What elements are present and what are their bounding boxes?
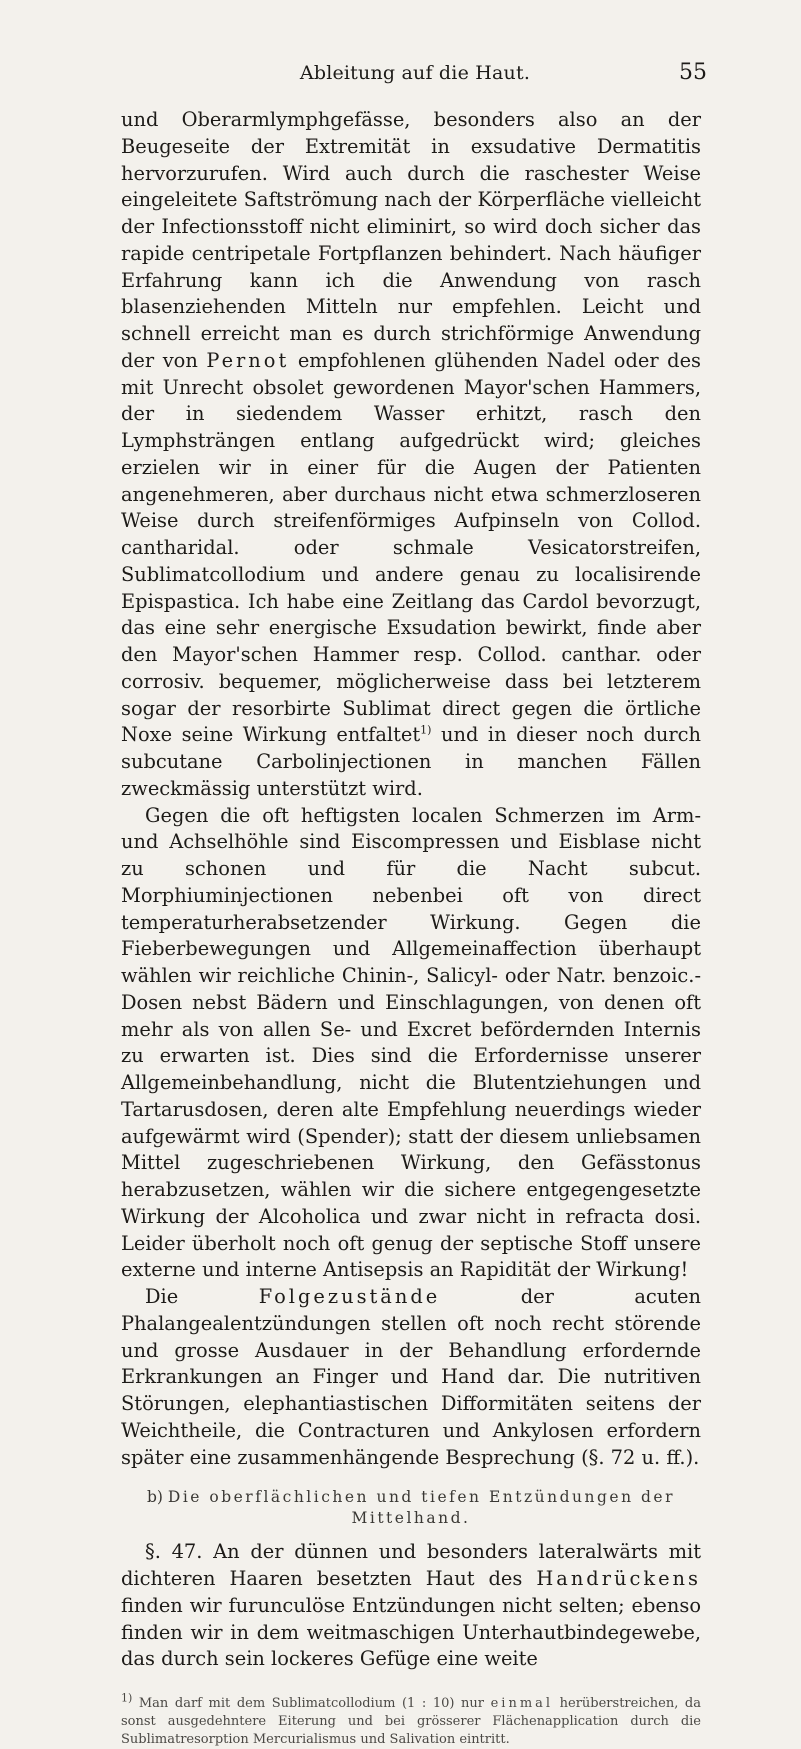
paragraph-4-lead: §. 47. An der dünnen und besonders lateralwärts mit dichteren Haaren besetzten Haut des (121, 1540, 701, 1590)
paragraph-3-emphasis: Folgezustände (258, 1285, 441, 1308)
paragraph-3-text: der acuten Phalangealentzündungen stellen oft noch recht störende und grosse Ausdauer in der Behandlung erfordernde Erkrankungen an Finger und Hand dar. Die nutritiven Störungen, elephantiastischen Difformitäten seitens der Weichtheile, die Contracturen und Ankylosen erfordern später eine zusammenhängende Besprechung (§. 72 u. ff.). (121, 1285, 701, 1469)
footnote-marker: 1) (121, 1691, 133, 1705)
footnote-emphasis: einmal (490, 1696, 554, 1711)
footnote-reference: 1) (420, 723, 432, 737)
paragraph-4-text: finden wir furunculöse Entzündungen nicht selten; ebenso finden wir in dem weitmaschigen Unterhautbindegewebe, das durch sein lockeres Gefüge eine weite (121, 1593, 701, 1671)
page-number: 55 (679, 60, 707, 85)
author-name-pernot: Pernot (206, 348, 290, 372)
paragraph-1-continuation: empfohlenen glühenden Nadel oder des mit Unrecht obsolet gewordenen Mayor'schen Hammers, der in siedendem Wasser erhitzt, rasch den Lymphsträngen entlang aufgedrückt wird; gleiches erzielen wir in einer für die Augen der Patienten angenehmeren, aber durchaus nicht etwa schmerzloseren Weise durch streifenförmiges Aufpinseln von Collod. cantharidal. oder schmale Vesicatorstreifen, Sublimatcollodium und andere genau zu localisirende Epispastica. Ich habe eine Zeitlang das Cardol bevorzugt, das eine sehr energische Exsudation bewirkt, finde aber den Mayor'schen Hammer resp. Collod. canthar. oder corrosiv. bequemer, möglicherweise dass bei letzterem sogar der resorbirte Sublimat direct gegen die örtliche Noxe seine Wirkung entfaltet (121, 348, 701, 747)
footnote-text-a: Man darf mit dem Sublimatcollodium (1 : 10) nur (138, 1696, 485, 1711)
page-body (121, 107, 701, 1749)
paragraph-1-end: und in dieser noch durch subcutane Carbolinjectionen in manchen Fällen zweckmässig unterstützt wird. (121, 723, 701, 800)
paragraph-1-text: und Oberarmlymphgefässe, besonders also an der Beugeseite der Extremität in exsudative Dermatitis hervorzurufen. Wird auch durch die raschester Weise eingeleitete Saftströmung nach der Körperfläche vielleicht der Infectionsstoff nicht eliminirt, so wird doch sicher das rapide centripetale Fortpflanzen behindert. Nach häufiger Erfahrung kann ich die Anwendung von rasch blasenziehenden Mitteln nur empfehlen. Leicht und schnell erreicht man es durch strichförmige Anwendung der von (121, 108, 701, 372)
paragraph-3 (121, 1284, 701, 1471)
paragraph-1 (121, 107, 701, 803)
paragraph-4-emphasis: Handrückens (536, 1567, 701, 1590)
paragraph-2: Gegen die oft heftigsten localen Schmerzen im Arm- und Achselhöhle sind Eiscompressen und Eisblase nicht zu schonen und für die Nacht subcut. Morphiuminjectionen nebenbei oft von direct temperaturherabsetzender Wirkung. Gegen die Fieberbewegungen und Allgemeinaffection überhaupt wählen wir reichliche Chinin-, Salicyl- oder Natr. benzoic.-Dosen nebst Bädern und Einschlagungen, von denen oft mehr als von allen Se- und Excret befördernden Internis zu erwarten ist. Dies sind die Erfordernisse unserer Allgemeinbehandlung, nicht die Blutentziehungen und Tartarusdosen, deren alte Empfehlung neuerdings wieder aufgewärmt wird (Spender); statt der diesem unliebsamen Mittel zugeschriebenen Wirkung, den Gefässtonus herabzusetzen, wählen wir die sichere entgegengesetzte Wirkung der Alcoholica und zwar nicht in refracta dosi. Leider überholt noch oft genug der septische Stoff unsere externe und interne Antisepsis an Rapidität der Wirkung! (121, 803, 701, 1282)
paragraph-4 (121, 1539, 701, 1673)
subheading-text: Die oberflächlichen und tiefen Entzündungen der Mittelhand. (167, 1488, 676, 1528)
page-header (123, 62, 707, 92)
running-title: Ableitung auf die Haut. (299, 62, 531, 84)
footnote (121, 1691, 701, 1749)
section-subheading (121, 1487, 701, 1529)
footnote-text-b: herüberstreichen, da sonst ausgedehntere Eiterung und bei grösserer Flächenapplication durch die Sublimatresorption Mercurialismus und Salivation eintritt. (121, 1696, 701, 1747)
subheading-label: b) (146, 1488, 163, 1507)
paragraph-3-lead: Die (145, 1285, 179, 1308)
